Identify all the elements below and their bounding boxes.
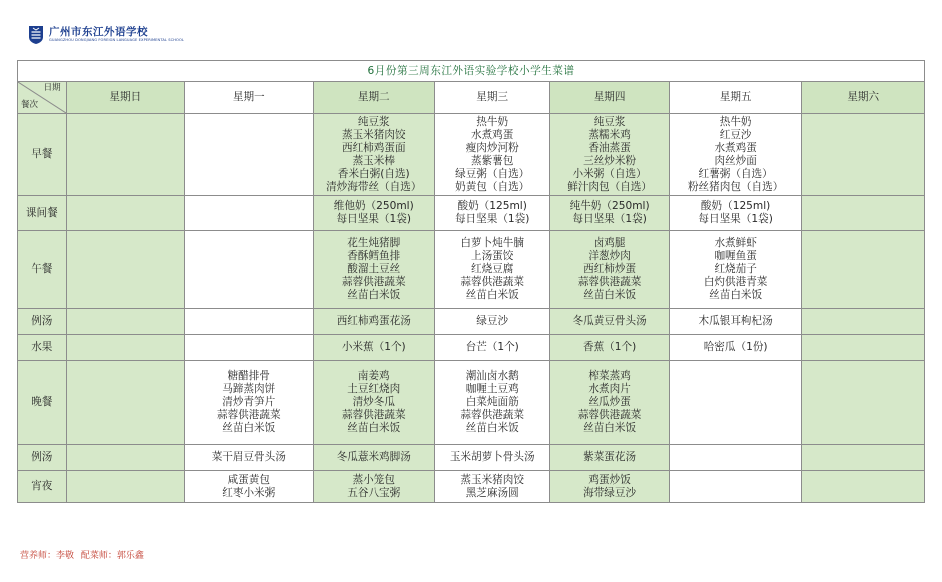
day-header: 星期一 xyxy=(185,82,314,114)
menu-cell xyxy=(435,309,550,335)
dish-item: 酸溜土豆丝 xyxy=(347,263,401,275)
dish-item: 咸蛋黄包 xyxy=(227,473,270,486)
dish-item: 鸡蛋炒饭 xyxy=(588,473,631,486)
dish-item: 红薯粥（自选） xyxy=(698,167,773,180)
menu-title: 6月份第三周东江外语实验学校小学生菜谱 xyxy=(18,61,925,82)
dish-item: 红豆沙 xyxy=(719,128,752,141)
dish-item: 热牛奶 xyxy=(719,115,752,128)
dish-item: 丝苗白米饭 xyxy=(347,422,401,434)
dish-item: 咖喱鱼蛋 xyxy=(714,250,757,262)
menu-cell xyxy=(313,114,434,196)
dish-item: 哈密瓜（1份) xyxy=(703,341,768,353)
dish-item: 纯牛奶（250ml) xyxy=(569,200,650,212)
dish-item: 水煮鸡蛋 xyxy=(714,141,757,154)
dish-item: 红烧豆腐 xyxy=(471,263,514,275)
dish-item: 蒸紫薯包 xyxy=(471,154,514,167)
menu-cell xyxy=(435,231,550,309)
dish-item: 上汤蛋饺 xyxy=(471,250,514,262)
dish-item: 马蹄蒸肉饼 xyxy=(222,383,276,395)
dish-item: 蒸玉米猪肉饺 xyxy=(460,473,524,486)
dish-item: 海带绿豆沙 xyxy=(583,486,637,499)
menu-cell xyxy=(802,361,925,445)
dish-item: 紫菜蛋花汤 xyxy=(583,451,637,463)
menu-cell xyxy=(185,445,314,471)
menu-cell xyxy=(802,471,925,503)
menu-cell xyxy=(669,231,802,309)
dish-item: 白萝卜炖牛腩 xyxy=(460,237,524,249)
menu-cell xyxy=(802,445,925,471)
menu-cell xyxy=(550,114,669,196)
dish-item: 白菜炖面筋 xyxy=(465,396,519,408)
meal-row xyxy=(18,361,925,445)
menu-cell xyxy=(669,361,802,445)
menu-cell xyxy=(66,471,184,503)
dish-item: 纯豆浆 xyxy=(357,115,390,128)
dish-item: 蒜蓉供港蔬菜 xyxy=(577,409,642,421)
dish-item: 粉丝猪肉包（自选） xyxy=(687,180,784,193)
school-name: 广州市东江外语学校 xyxy=(49,25,148,38)
dish-item: 小米粥（自选） xyxy=(572,167,647,180)
dish-item: 潮汕卤水鹅 xyxy=(465,370,519,382)
day-header: 星期二 xyxy=(313,82,434,114)
dish-item: 纯豆浆 xyxy=(593,115,626,128)
menu-cell xyxy=(802,231,925,309)
dish-item: 咖喱土豆鸡 xyxy=(465,383,519,395)
school-name-en: GUANGZHOU DONGJIANG FOREIGN LANGUAGE EXPERIMENTAL SCHOOL xyxy=(49,38,185,43)
footer xyxy=(20,548,148,561)
dish-item: 水煮鸡蛋 xyxy=(471,128,514,141)
dish-item: 蒸玉米猪肉饺 xyxy=(341,128,406,141)
meal-row xyxy=(18,114,925,196)
day-header-row xyxy=(18,82,925,114)
dish-item: 鲜汁肉包（自选） xyxy=(567,180,652,193)
dish-item: 每日坚果（1袋) xyxy=(572,213,647,225)
menu-cell xyxy=(185,335,314,361)
menu-cell xyxy=(802,309,925,335)
day-header: 星期三 xyxy=(435,82,550,114)
dish-item: 冬瓜黄豆骨头汤 xyxy=(572,315,647,327)
menu-cell xyxy=(435,471,550,503)
dish-item: 香酥鳕鱼排 xyxy=(347,250,401,262)
menu-cell xyxy=(66,335,184,361)
menu-cell xyxy=(669,309,802,335)
menu-cell xyxy=(550,361,669,445)
dish-item: 蒜蓉供港蔬菜 xyxy=(341,276,406,288)
menu-cell xyxy=(669,335,802,361)
menu-cell xyxy=(435,361,550,445)
dish-item: 蒜蓉供港蔬菜 xyxy=(341,409,406,421)
dish-item: 绿豆沙 xyxy=(476,315,509,327)
menu-cell xyxy=(66,309,184,335)
day-header: 星期日 xyxy=(66,82,184,114)
dish-item: 黑芝麻汤圆 xyxy=(465,486,519,499)
dish-item: 每日坚果（1袋) xyxy=(454,213,530,225)
meal-row xyxy=(18,309,925,335)
menu-cell xyxy=(185,196,314,231)
dish-item: 西红柿炒蛋 xyxy=(583,263,637,275)
dish-item: 冬瓜薏米鸡脚汤 xyxy=(336,451,411,463)
menu-cell xyxy=(550,471,669,503)
dish-item: 玉米胡萝卜骨头汤 xyxy=(449,451,535,463)
dish-item: 清炒海带丝（自选） xyxy=(326,180,422,193)
dish-item: 丝苗白米饭 xyxy=(222,422,276,434)
dish-item: 蒜蓉供港蔬菜 xyxy=(216,409,281,421)
dish-item: 榨菜蒸鸡 xyxy=(588,370,631,382)
menu-cell xyxy=(550,335,669,361)
day-header: 星期五 xyxy=(669,82,802,114)
dish-item: 水煮肉片 xyxy=(588,383,631,395)
nutritionist-label: 营养师：李敬 xyxy=(20,551,75,561)
menu-cell xyxy=(313,335,434,361)
meal-row xyxy=(18,196,925,231)
dish-item: 丝苗白米饭 xyxy=(583,422,637,434)
menu-cell xyxy=(185,471,314,503)
day-header: 星期六 xyxy=(802,82,925,114)
dish-item: 洋葱炒肉 xyxy=(588,250,631,262)
dish-item: 清炒青笋片 xyxy=(222,396,276,408)
dish-item: 南姜鸡 xyxy=(357,370,390,382)
menu-cell xyxy=(802,114,925,196)
dish-item: 丝苗白米饭 xyxy=(583,289,637,301)
dish-item: 瘦肉炒河粉 xyxy=(465,141,519,154)
menu-cell xyxy=(550,196,669,231)
dish-item: 丝瓜炒蛋 xyxy=(588,396,631,408)
dish-item: 清炒冬瓜 xyxy=(352,396,395,408)
meal-row xyxy=(18,335,925,361)
dish-item: 热牛奶 xyxy=(476,115,509,128)
dish-item: 白灼供港青菜 xyxy=(703,276,768,288)
meal-label: 水果 xyxy=(18,335,67,361)
dish-item: 肉丝炒面 xyxy=(714,154,757,167)
dish-item: 蒜蓉供港蔬菜 xyxy=(460,276,524,288)
dish-item: 酸奶（125ml) xyxy=(457,200,527,212)
dish-item: 每日坚果（1袋) xyxy=(698,213,773,225)
menu-cell xyxy=(185,361,314,445)
menu-cell xyxy=(550,445,669,471)
title-row xyxy=(18,61,925,82)
dish-item: 香米白粥(自选) xyxy=(337,167,410,180)
dish-item: 酸奶（125ml) xyxy=(700,200,771,212)
dish-item: 木瓜银耳枸杞汤 xyxy=(698,315,773,327)
menu-cell xyxy=(313,361,434,445)
dish-item: 三丝炒米粉 xyxy=(583,154,637,167)
menu-cell xyxy=(66,445,184,471)
school-header xyxy=(28,24,184,46)
menu-cell xyxy=(435,196,550,231)
dish-item: 水煮鲜虾 xyxy=(714,237,757,249)
dish-item: 红烧茄子 xyxy=(714,263,757,275)
meal-label: 宵夜 xyxy=(18,471,67,503)
meal-label: 晚餐 xyxy=(18,361,67,445)
dish-item: 绿豆粥（自选） xyxy=(455,167,530,180)
dish-item: 蒜蓉供港蔬菜 xyxy=(577,276,642,288)
dish-item: 红枣小米粥 xyxy=(222,486,276,499)
menu-cell xyxy=(550,231,669,309)
menu-cell xyxy=(435,114,550,196)
menu-cell xyxy=(802,196,925,231)
dish-item: 蒸糯米鸡 xyxy=(588,128,631,141)
dish-item: 菜干眉豆骨头汤 xyxy=(211,451,286,463)
meal-label: 早餐 xyxy=(18,114,67,196)
dish-item: 丝苗白米饭 xyxy=(347,289,401,301)
dish-item: 丝苗白米饭 xyxy=(465,289,519,301)
menu-cell xyxy=(313,196,434,231)
menu-cell xyxy=(185,309,314,335)
menu-cell xyxy=(66,196,184,231)
dish-item: 西红柿鸡蛋花汤 xyxy=(336,315,411,327)
dish-item: 花生炖猪脚 xyxy=(347,237,401,249)
meal-row xyxy=(18,471,925,503)
menu-cell xyxy=(669,471,802,503)
meal-label: 午餐 xyxy=(18,231,67,309)
meal-label: 例汤 xyxy=(18,445,67,471)
day-header: 星期四 xyxy=(550,82,669,114)
menu-cell xyxy=(669,445,802,471)
dish-item: 土豆红烧肉 xyxy=(347,383,401,395)
menu-cell xyxy=(66,114,184,196)
menu-cell xyxy=(185,114,314,196)
dish-item: 五谷八宝粥 xyxy=(347,486,401,499)
menu-cell xyxy=(435,445,550,471)
dish-item: 小米蕉（1个) xyxy=(341,341,406,353)
meal-row xyxy=(18,445,925,471)
meal-row xyxy=(18,231,925,309)
menu-cell xyxy=(66,361,184,445)
meal-label: 课间餐 xyxy=(18,196,67,231)
menu-cell xyxy=(313,445,434,471)
menu-cell xyxy=(313,471,434,503)
menu-cell xyxy=(669,196,802,231)
corner-meal-label: 餐次 xyxy=(21,100,39,110)
chef-label: 配菜师：郭乐鑫 xyxy=(80,551,144,561)
menu-table xyxy=(17,60,925,503)
menu-cell xyxy=(66,231,184,309)
corner-date-label: 日期 xyxy=(43,83,61,93)
dish-item: 蒜蓉供港蔬菜 xyxy=(460,409,524,421)
meal-label: 例汤 xyxy=(18,309,67,335)
dish-item: 卤鸡腿 xyxy=(593,237,626,249)
dish-item: 台芒（1个) xyxy=(465,341,519,353)
menu-cell xyxy=(669,114,802,196)
dish-item: 蒸小笼包 xyxy=(352,473,395,486)
dish-item: 奶黄包（自选） xyxy=(455,180,530,193)
dish-item: 蒸玉米棒 xyxy=(352,154,395,167)
menu-cell xyxy=(313,309,434,335)
dish-item: 糖醋排骨 xyxy=(227,370,270,382)
school-shield-icon xyxy=(28,25,44,45)
dish-item: 每日坚果（1袋) xyxy=(336,213,411,225)
menu-cell xyxy=(313,231,434,309)
dish-item: 西红柿鸡蛋面 xyxy=(341,141,406,154)
corner-cell xyxy=(18,82,67,114)
dish-item: 香蕉（1个) xyxy=(582,341,637,353)
dish-item: 丝苗白米饭 xyxy=(709,289,763,301)
menu-cell xyxy=(802,335,925,361)
dish-item: 香油蒸蛋 xyxy=(588,141,631,154)
dish-item: 维他奶（250ml) xyxy=(333,200,414,212)
menu-cell xyxy=(435,335,550,361)
menu-cell xyxy=(550,309,669,335)
dish-item: 丝苗白米饭 xyxy=(465,422,519,434)
menu-cell xyxy=(185,231,314,309)
